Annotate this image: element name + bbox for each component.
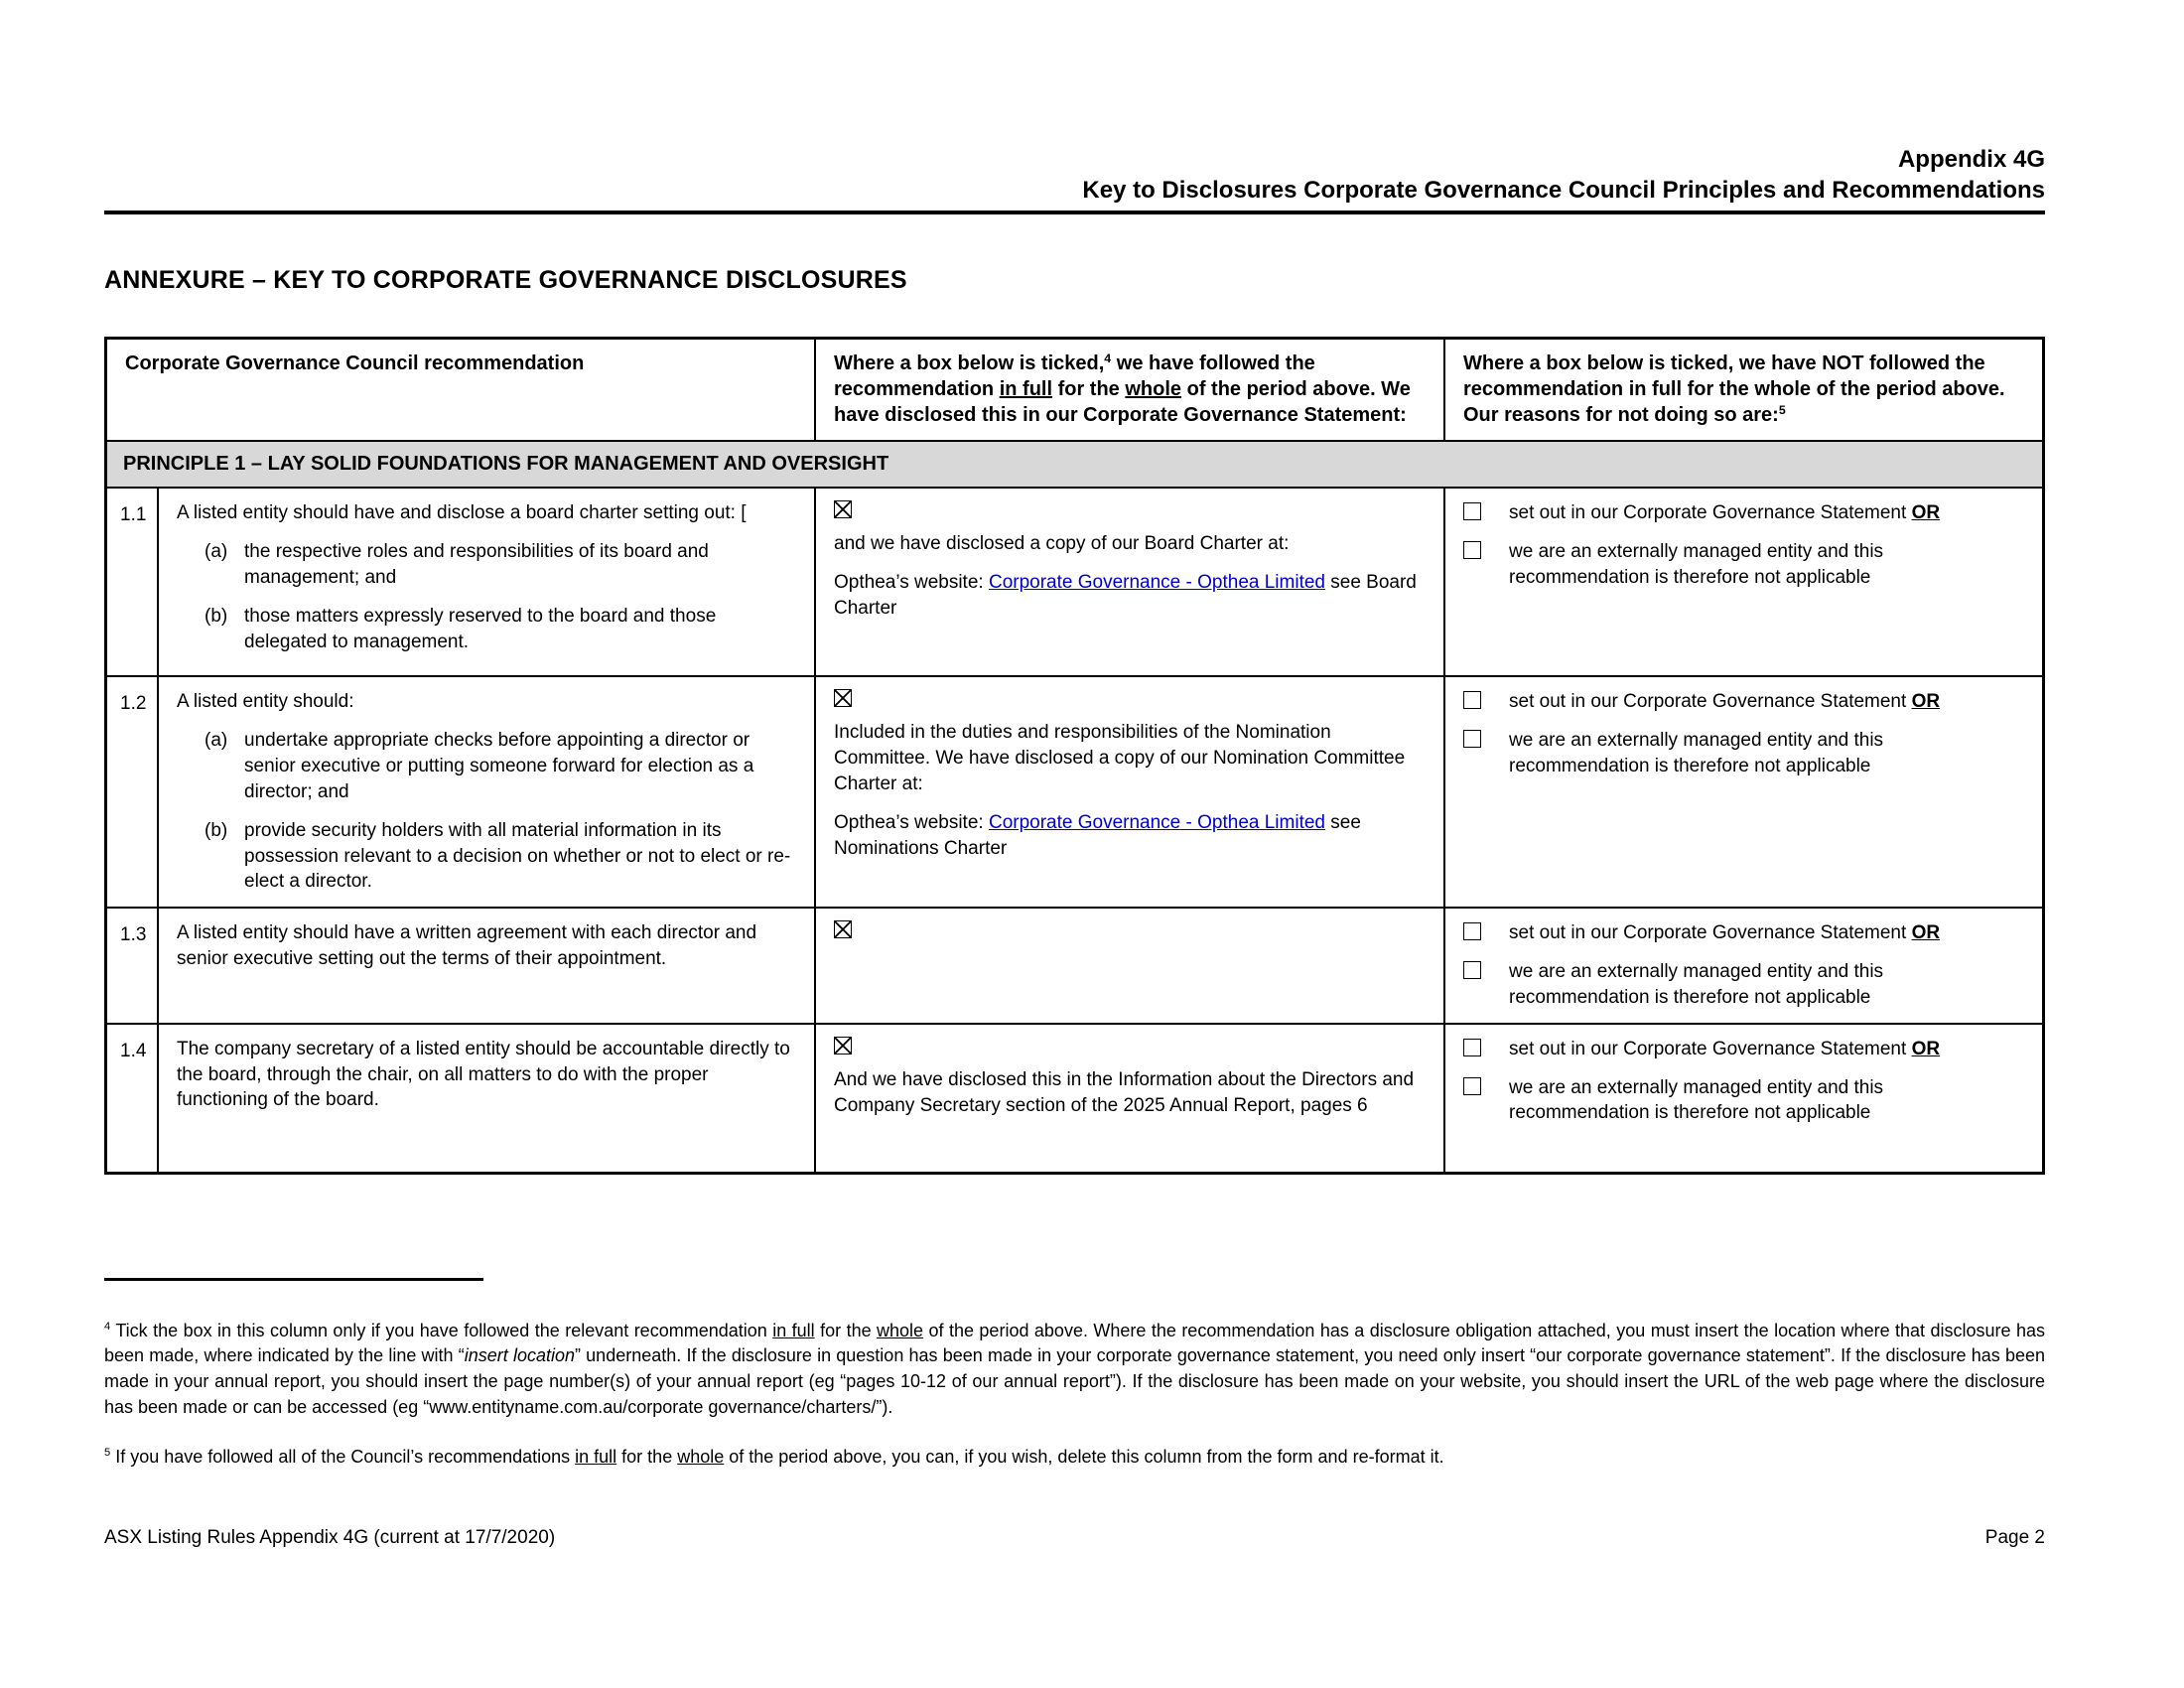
paragraph — [834, 531, 1428, 557]
option-text — [1509, 1037, 2026, 1062]
sub-item — [205, 728, 798, 804]
option-text — [1509, 539, 2026, 591]
corporate-governance-link[interactable]: Corporate Governance - Opthea Limited — [988, 811, 1325, 833]
text-segment: and we have disclosed a copy of our Board Charter at: — [834, 533, 1290, 555]
text-segment: for the — [1052, 378, 1126, 401]
not-followed-option — [1463, 500, 2026, 526]
text-segment: we have followed the recommendation — [834, 352, 1315, 401]
not-followed-option — [1463, 920, 2026, 946]
table-row — [107, 487, 2042, 675]
col-header-recommendation: Corporate Governance Council recommendation — [125, 352, 585, 375]
footnote-5 — [104, 1445, 2045, 1471]
recommendation-cell — [157, 1023, 814, 1172]
option-text — [1509, 920, 2026, 946]
page-footer — [104, 1527, 2045, 1549]
checkbox-checked-icon[interactable] — [834, 1037, 852, 1055]
table-row — [107, 907, 2042, 1022]
sub-item-label: (b) — [205, 819, 228, 841]
text-segment: set out in our Corporate Governance Statement — [1509, 502, 1912, 524]
footnote-4 — [104, 1319, 2045, 1421]
text-segment: for the — [616, 1446, 678, 1467]
sub-item-label: (b) — [205, 605, 228, 627]
paragraph — [177, 500, 798, 526]
paragraph — [834, 720, 1428, 796]
paragraph — [177, 1037, 798, 1113]
not-followed-option — [1463, 1037, 2026, 1062]
paragraph — [834, 810, 1428, 862]
checkbox-unchecked-icon[interactable] — [1463, 541, 1481, 559]
sub-item-text — [244, 539, 798, 591]
text-segment: A listed entity should: — [177, 691, 354, 713]
text-segment: for the — [814, 1320, 878, 1340]
text-segment: Where a box below is ticked, — [834, 352, 1105, 375]
text-segment: see Nominations Charter — [834, 811, 1361, 859]
text-segment: ” underneath. If the disclosure in question has been made in your corporate governance statement, you need only insert “our corporate governance statement”. If the disclosure has been made in your annual report, you should insert the page number(s) of your annual report (eg “pages 10-12 of our annual report”). If the disclosure has been made on your website, you should insert the URL of the web page where the disclosure has been made or can be accessed (eg “www.entityname.com.au/corporate governance/charters/”). — [104, 1345, 2045, 1417]
table-header-row — [107, 340, 2042, 440]
sub-item-text — [244, 818, 798, 895]
text-segment: we are an externally managed entity and this recommendation is therefore not applicable — [1509, 730, 1884, 777]
text-segment: 4 — [104, 1320, 111, 1333]
text-segment: A listed entity should have and disclose a board charter setting out: [ — [177, 502, 747, 524]
followed-cell — [814, 907, 1443, 1022]
paragraph — [177, 689, 798, 715]
text-segment: we are an externally managed entity and this recommendation is therefore not applicable — [1509, 1076, 1884, 1124]
row-number: 1.4 — [107, 1023, 157, 1172]
recommendation-cell — [157, 487, 814, 675]
text-segment: OR — [1911, 502, 1941, 524]
text-segment: 5 — [1778, 402, 1786, 417]
text-segment: those matters expressly reserved to the board and those delegated to management. — [244, 605, 717, 652]
header-key-line: Key to Disclosures Corporate Governance Council Principles and Recommendations — [1082, 176, 2045, 204]
text-segment: set out in our Corporate Governance Statement — [1509, 922, 1912, 944]
option-text — [1509, 1075, 2026, 1127]
footnote-divider — [104, 1278, 483, 1281]
checkbox-unchecked-icon[interactable] — [1463, 961, 1481, 979]
followed-cell — [814, 1023, 1443, 1172]
text-segment: 5 — [104, 1446, 111, 1459]
not-followed-cell — [1443, 487, 2042, 675]
recommendation-cell — [157, 907, 814, 1022]
not-followed-option — [1463, 728, 2026, 779]
corporate-governance-link[interactable]: Corporate Governance - Opthea Limited — [988, 572, 1325, 594]
checkbox-checked-icon[interactable] — [834, 689, 852, 707]
header-divider — [104, 211, 2045, 214]
text-segment: insert location — [464, 1345, 575, 1366]
checkbox-unchecked-icon[interactable] — [1463, 691, 1481, 709]
sub-item-text — [244, 604, 798, 655]
text-segment: of the period above. Where the recommendation has a disclosure obligation attached, you must insert the location where that disclosure has been made, where indicated by the line with “ — [104, 1320, 2045, 1366]
paragraph — [177, 920, 798, 972]
row-number: 1.3 — [107, 907, 157, 1022]
sub-item — [205, 818, 798, 895]
paragraph — [834, 1067, 1428, 1119]
followed-cell — [814, 487, 1443, 675]
text-segment: the respective roles and responsibilities of its board and management; and — [244, 541, 709, 589]
row-number: 1.1 — [107, 487, 157, 675]
disclosures-table — [104, 337, 2045, 1174]
text-segment: in full — [575, 1446, 617, 1467]
checkbox-unchecked-icon[interactable] — [1463, 1039, 1481, 1056]
header-appendix-line: Appendix 4G — [1897, 146, 2045, 173]
sub-item-label: (a) — [205, 541, 228, 563]
text-segment: OR — [1911, 922, 1941, 944]
text-segment: Opthea’s website: — [834, 811, 989, 833]
text-segment: provide security holders with all material information in its possession relevant to a decision on whether or not to elect or re-elect a director. — [244, 819, 791, 893]
text-segment: Included in the duties and responsibilities of the Nomination Committee. We have disclosed a copy of our Nomination Committee Charter at: — [834, 722, 1406, 795]
option-text — [1509, 500, 2026, 526]
checkbox-unchecked-icon[interactable] — [1463, 922, 1481, 940]
footer-document-info: ASX Listing Rules Appendix 4G (current at 17/7/2020) — [104, 1527, 556, 1548]
not-followed-cell — [1443, 1023, 2042, 1172]
col-header-not-followed — [1443, 340, 2042, 440]
principle-1-banner: PRINCIPLE 1 – LAY SOLID FOUNDATIONS FOR MANAGEMENT AND OVERSIGHT — [107, 440, 2042, 487]
not-followed-option — [1463, 689, 2026, 715]
not-followed-option — [1463, 1075, 2026, 1127]
text-segment: OR — [1911, 691, 1941, 713]
sub-item-text — [244, 728, 798, 804]
sub-item — [205, 539, 798, 591]
annexure-title: ANNEXURE – KEY TO CORPORATE GOVERNANCE DISCLOSURES — [104, 266, 907, 295]
not-followed-option — [1463, 959, 2026, 1011]
checkbox-checked-icon[interactable] — [834, 500, 852, 518]
paragraph — [834, 570, 1428, 622]
text-segment: whole — [677, 1446, 725, 1467]
text-segment: The company secretary of a listed entity should be accountable directly to the board, through the chair, on all matters to do with the proper functioning of the board. — [177, 1038, 790, 1111]
page-header — [104, 0, 2045, 206]
text-segment: of the period above, you can, if you wish, delete this column from the form and re-format it. — [724, 1446, 1444, 1467]
text-segment: undertake appropriate checks before appointing a director or senior executive or putting someone forward for election as a director; and — [244, 730, 754, 802]
text-segment: set out in our Corporate Governance Statement — [1509, 691, 1912, 713]
checkbox-unchecked-icon[interactable] — [1463, 730, 1481, 748]
option-text — [1509, 959, 2026, 1011]
text-segment: 4 — [1104, 351, 1112, 365]
text-segment: And we have disclosed this in the Information about the Directors and Company Secretary section of the 2025 Annual Report, pages 6 — [834, 1068, 1415, 1116]
text-segment: of the period above. We have disclosed this in our Corporate Governance Statement: — [834, 378, 1411, 427]
table-row — [107, 675, 2042, 907]
sub-item-label: (a) — [205, 730, 228, 752]
text-segment: in full — [772, 1320, 815, 1340]
text-segment: we are an externally managed entity and this recommendation is therefore not applicable — [1509, 541, 1884, 589]
text-segment: OR — [1911, 1038, 1941, 1059]
col-header-followed — [814, 340, 1443, 440]
followed-cell — [814, 675, 1443, 907]
text-segment: Where a box below is ticked, we have NOT followed the recommendation in full for the whole of the period above. Our reasons for not doing so are: — [1463, 352, 2005, 427]
text-segment: see Board Charter — [834, 572, 1417, 620]
text-segment: set out in our Corporate Governance Statement — [1509, 1038, 1912, 1059]
text-segment: we are an externally managed entity and this recommendation is therefore not applicable — [1509, 961, 1884, 1008]
sub-item — [205, 604, 798, 655]
text-segment: whole — [1125, 378, 1182, 401]
checkbox-unchecked-icon[interactable] — [1463, 502, 1481, 520]
not-followed-option — [1463, 539, 2026, 591]
option-text — [1509, 689, 2026, 715]
table-row — [107, 1023, 2042, 1172]
text-segment: A listed entity should have a written agreement with each director and senior executive setting out the terms of their appointment. — [177, 922, 757, 970]
text-segment: Opthea’s website: — [834, 572, 989, 594]
text-segment: whole — [877, 1320, 924, 1340]
footer-page-number: Page 2 — [1984, 1527, 2045, 1548]
checkbox-unchecked-icon[interactable] — [1463, 1077, 1481, 1095]
row-number: 1.2 — [107, 675, 157, 907]
recommendation-cell — [157, 675, 814, 907]
not-followed-cell — [1443, 675, 2042, 907]
option-text — [1509, 728, 2026, 779]
text-segment: If you have followed all of the Council’s recommendations — [110, 1446, 576, 1467]
checkbox-checked-icon[interactable] — [834, 920, 852, 938]
text-segment: in full — [999, 378, 1053, 401]
text-segment: Tick the box in this column only if you have followed the relevant recommendation — [110, 1320, 773, 1340]
not-followed-cell — [1443, 907, 2042, 1022]
